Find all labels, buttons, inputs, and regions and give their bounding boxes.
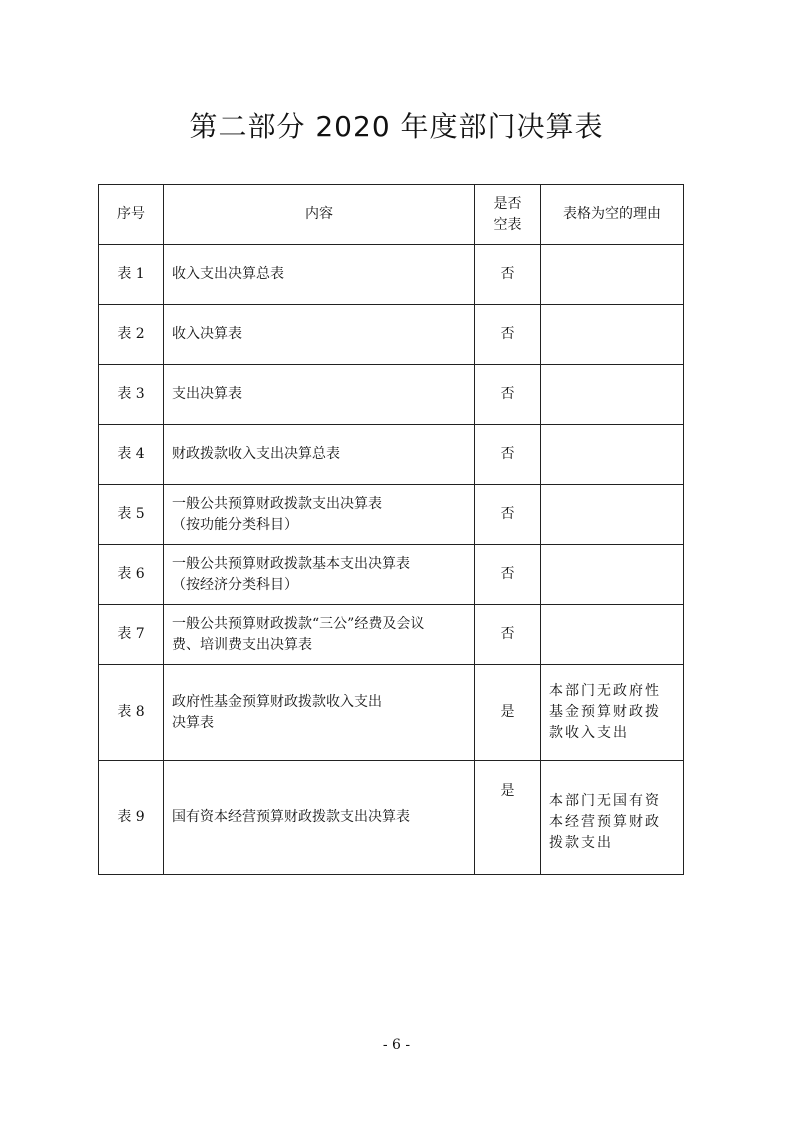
cell-seq: 表 2 (99, 305, 164, 365)
cell-is-empty: 否 (475, 425, 541, 485)
reason-line: 款收入支出 (549, 725, 629, 741)
header-is-empty-line2: 空表 (493, 216, 522, 233)
cell-is-empty: 否 (475, 245, 541, 305)
cell-is-empty: 否 (475, 605, 541, 665)
reason-line: 本部门无国有资 (549, 793, 661, 809)
content-line: 财政拨款收入支出决算总表 (172, 446, 340, 462)
reason-line: 本部门无政府性 (549, 683, 661, 699)
cell-content (164, 545, 475, 605)
content-line: 一般公共预算财政拨款支出决算表 (172, 495, 382, 512)
cell-content (164, 761, 475, 875)
cell-content (164, 665, 475, 761)
cell-seq: 表 4 (99, 425, 164, 485)
header-is-empty (475, 185, 541, 245)
cell-reason (541, 425, 684, 485)
table-row (99, 761, 684, 875)
table-row (99, 305, 684, 365)
cell-reason (541, 665, 684, 761)
cell-content (164, 485, 475, 545)
content-line: 国有资本经营预算财政拨款支出决算表 (172, 809, 410, 825)
table-header-row (99, 185, 684, 245)
cell-is-empty: 否 (475, 545, 541, 605)
cell-reason (541, 605, 684, 665)
table-row (99, 245, 684, 305)
cell-is-empty: 否 (475, 485, 541, 545)
content-line: 收入支出决算总表 (172, 266, 284, 282)
reason-line: 拨款支出 (549, 835, 613, 851)
cell-seq: 表 9 (99, 761, 164, 875)
cell-reason (541, 245, 684, 305)
cell-content (164, 605, 475, 665)
cell-reason (541, 485, 684, 545)
table-row (99, 605, 684, 665)
cell-is-empty: 是 (475, 665, 541, 761)
cell-reason (541, 545, 684, 605)
table-row (99, 665, 684, 761)
content-line: （按经济分类科目） (172, 576, 298, 593)
cell-content (164, 425, 475, 485)
cell-seq: 表 3 (99, 365, 164, 425)
header-is-empty-line1: 是否 (493, 195, 522, 212)
header-seq: 序号 (99, 185, 164, 245)
table-row (99, 545, 684, 605)
cell-seq: 表 6 (99, 545, 164, 605)
header-content: 内容 (164, 185, 475, 245)
cell-reason (541, 761, 684, 875)
cell-is-empty: 否 (475, 365, 541, 425)
content-line: 费、培训费支出决算表 (172, 636, 312, 653)
page-number: - 6 - (382, 1037, 411, 1053)
table-row (99, 365, 684, 425)
reason-line: 本经营预算财政 (549, 814, 661, 830)
content-line: 一般公共预算财政拨款“三公”经费及会议 (172, 615, 425, 632)
cell-seq: 表 7 (99, 605, 164, 665)
content-line: （按功能分类科目） (172, 516, 298, 533)
cell-reason (541, 305, 684, 365)
cell-content (164, 245, 475, 305)
content-line: 一般公共预算财政拨款基本支出决算表 (172, 555, 410, 572)
content-line: 支出决算表 (172, 386, 242, 402)
cell-seq: 表 8 (99, 665, 164, 761)
cell-content (164, 305, 475, 365)
page-title: 第二部分 2020 年度部门决算表 (189, 110, 604, 143)
table-row (99, 425, 684, 485)
content-line: 决算表 (172, 714, 214, 731)
content-line: 政府性基金预算财政拨款收入支出 (172, 693, 382, 710)
cell-is-empty: 是 (475, 761, 541, 875)
cell-seq: 表 5 (99, 485, 164, 545)
cell-seq: 表 1 (99, 245, 164, 305)
reason-line: 基金预算财政拨 (549, 704, 661, 720)
content-line: 收入决算表 (172, 326, 242, 342)
header-reason: 表格为空的理由 (541, 185, 684, 245)
cell-is-empty: 否 (475, 305, 541, 365)
table-row (99, 485, 684, 545)
cell-reason (541, 365, 684, 425)
cell-content (164, 365, 475, 425)
budget-table-catalog (98, 184, 684, 875)
